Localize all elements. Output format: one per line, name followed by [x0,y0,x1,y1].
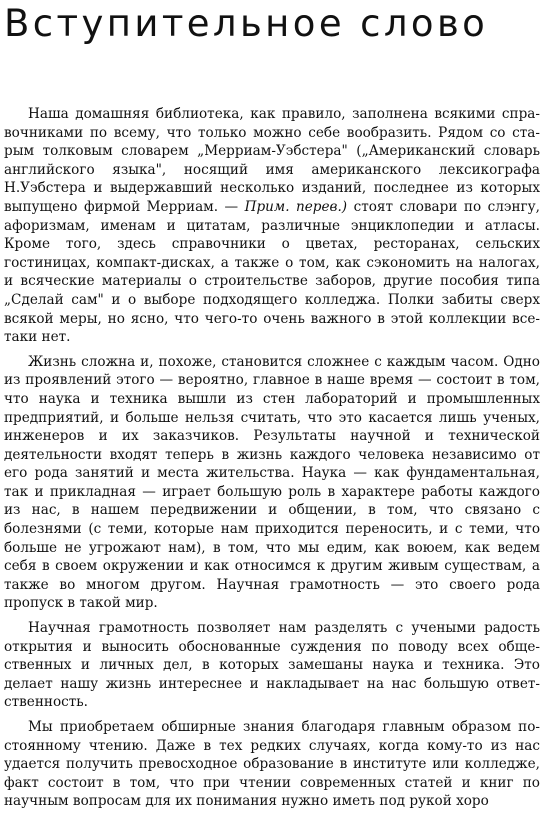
document-body [4,105,540,817]
paragraph-1-text-cont: стоят словари по слэнгу, афоризмам, именам и цитатам, различные энциклопедии и атласы. Кроме того, здесь справочники о цветах, ресторанах, сельских гостиницах, компакт-дисках, а также о том, как сэкономить на налогах, и всяческие материалы о строительстве заборов, другие пособия типа „Сделай сам" и о выборе подходящего колледжа. Полки забиты сверх всякой меры, но ясно, что чего-то очень важного в этой коллекции все-таки нет. [4,198,540,346]
paragraph-4: Мы приобретаем обширные знания благодаря главным образом постоянному чтению. Даже в тех редких случаях, когда кому-то из нас удается получить превосходное образование в институте или колледже, факт состоит в том, что при чтении современных статей и книг по научным вопросам для их понимания нужно иметь под рукой хоро [4,719,540,810]
translator-note: Прим. перев.) [244,198,348,215]
page-title: Вступительное слово [4,2,489,45]
paragraph-3: Научная грамотность позволяет нам разделять с учеными радость открытия и выносить обоснованные суждения по поводу всех общественных и личных дел, в которых замешаны наука и техника. Это делает нашу жизнь интереснее и накладывает на нас большую ответственность. [4,620,540,711]
paragraph-2: Жизнь сложна и, похоже, становится сложнее с каждым часом. Одно из проявлений этого — вероятно, главное в наше время — состоит в том, что наука и техника вышли из стен лабораторий и промышленных предприятий, и больше нельзя считать, что это касается лишь ученых, инженеров и их заказчиков. Результаты научной и технической деятельности входят теперь в жизнь каждого человека независимо от его рода занятий и места жительства. Наука — как фундаментальная, так и прикладная — играет большую роль в характере работы каждого из нас, в нашем передвижении и общении, в том, что связано с болезнями (с теми, которые нам приходится переносить, и с теми, что больше не угрожают нам), в том, что мы едим, как воюем, как ведем себя в своем окружении и как относимся к другим живым существам, а также во многом другом. Научная грамотность — это своего рода пропуск в такой мир. [4,353,540,612]
paragraph-1-text: Наша домашняя библиотека, как правило, заполнена всякими справочниками по всему, что только можно себе вообразить. Рядом со старым толковым словарем „Мерриам-Уэбстера" („Американский словарь английского языка", носящий имя американского лексикографа Н.Уэбстера и выдержавший несколько изданий, последнее из которых выпущено фирмой Мерриам. — [4,106,540,215]
paragraph-1 [4,105,540,347]
